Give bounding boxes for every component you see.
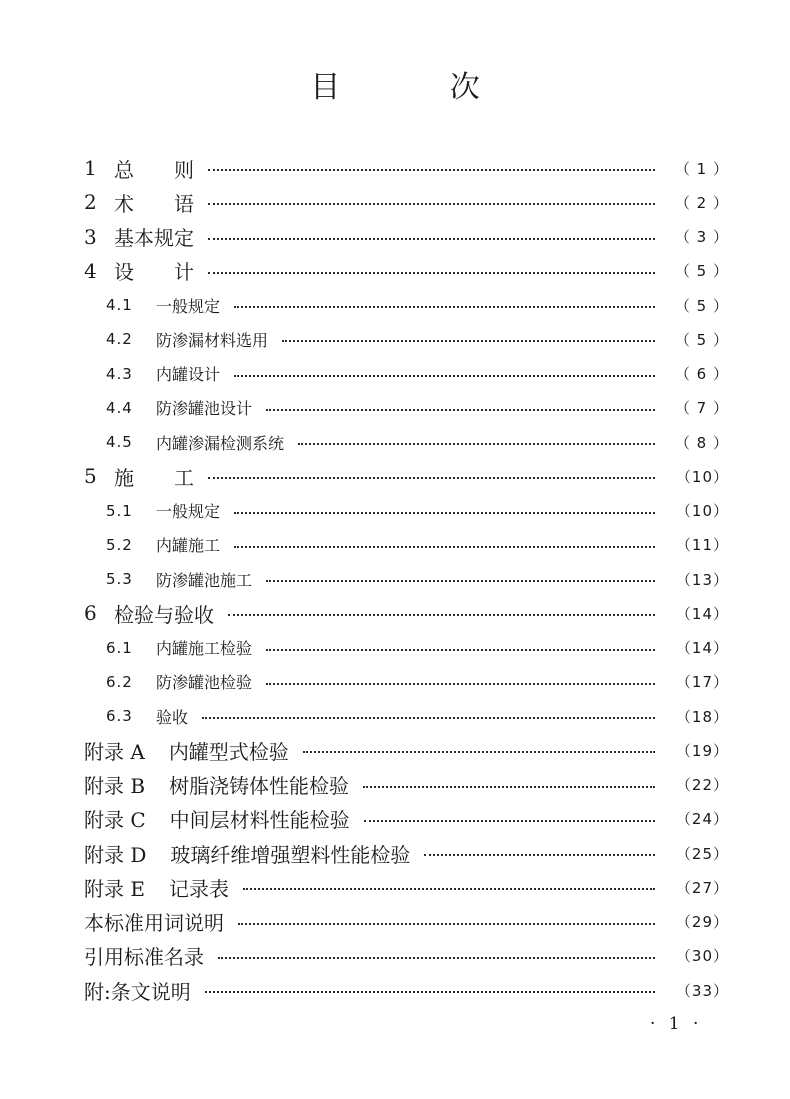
toc-entry-label: 记录表: [168, 876, 229, 901]
toc-entry: [84, 185, 729, 219]
toc-entry-page: （ 3 ）: [674, 228, 729, 246]
toc-entry-label: 附:条文说明: [84, 979, 191, 1004]
dot-leader: [218, 957, 655, 959]
dot-leader: [234, 546, 655, 548]
toc-entry: [84, 220, 729, 254]
dot-leader: [208, 477, 655, 479]
page-number: · 1 ·: [650, 1014, 703, 1034]
toc-entry: [84, 254, 729, 288]
toc-entry: [84, 939, 729, 973]
toc-entry: [106, 665, 729, 699]
dot-leader: [208, 272, 655, 274]
toc-entry-page: （ 1 ）: [674, 159, 729, 178]
toc-entry-page: （25）: [675, 844, 729, 863]
toc-entry-number: 附录 C: [84, 808, 146, 833]
toc-entry-label: 防渗罐池检验: [156, 673, 253, 693]
dot-leader: [243, 888, 655, 890]
toc-entry-label: 防渗罐池设计: [156, 399, 253, 419]
toc-entry-number: 4.3: [106, 364, 133, 383]
dot-leader: [303, 751, 655, 753]
toc-entry-label: 本标准用词说明: [84, 911, 224, 935]
dot-leader: [205, 991, 655, 993]
toc-entry: [106, 528, 729, 562]
toc-entry-label: 检验与验收: [114, 602, 214, 627]
dot-leader: [424, 854, 655, 856]
dot-leader: [234, 512, 655, 514]
toc-entry-number: 6.2: [106, 672, 133, 691]
toc-entry-page: （17）: [675, 673, 729, 692]
dot-leader: [208, 203, 655, 205]
dot-leader: [363, 786, 655, 788]
toc-entry-label: 内罐施工: [156, 536, 221, 556]
toc-entry-page: （ 5 ）: [674, 262, 729, 281]
toc-entry-label: 树脂浇铸体性能检验: [169, 774, 350, 798]
toc-entry: [84, 905, 729, 939]
dot-leader: [266, 649, 655, 651]
toc-entry-number: 附录 B: [84, 774, 146, 798]
dot-leader: [298, 443, 655, 445]
toc-entry-number: 6.1: [106, 638, 133, 657]
toc-entry-page: （29）: [675, 913, 729, 931]
toc-entry-number: 5.1: [106, 501, 133, 520]
toc-entry-page: （10）: [675, 502, 729, 520]
toc-entry-number: 4.2: [106, 330, 133, 349]
toc-entry: [106, 631, 729, 665]
toc-entry-label: 内罐渗漏检测系统: [156, 433, 285, 453]
toc-entry-page: （ 5 ）: [674, 330, 729, 349]
toc-entry-number: 6: [84, 601, 97, 626]
toc-entry: [106, 391, 729, 425]
toc-entry-page: （14）: [675, 604, 729, 623]
dot-leader: [228, 614, 655, 616]
toc-entry-page: （10）: [675, 467, 729, 486]
dot-leader: [282, 340, 655, 342]
toc-entry-label: 中间层材料性能检验: [169, 808, 350, 833]
toc-entry-label: 内罐施工检验: [156, 639, 253, 658]
toc-entry: [84, 836, 729, 870]
toc-entry: [106, 357, 729, 391]
toc-entry: [84, 973, 729, 1007]
dot-leader: [266, 683, 655, 685]
toc-entry: [106, 562, 729, 596]
toc-entry-page: （ 5 ）: [674, 296, 729, 315]
toc-entry-number: 附录 E: [84, 876, 145, 901]
toc-entry-label: 内罐设计: [156, 365, 221, 384]
toc-entry-label: 验收: [156, 707, 189, 727]
dot-leader: [364, 820, 655, 822]
toc-entry-label: 防渗漏材料选用: [156, 330, 269, 350]
toc-entry-page: （33）: [675, 981, 729, 1000]
dot-leader: [202, 717, 655, 719]
toc-entry-page: （ 7 ）: [674, 399, 729, 418]
toc-entry-page: （ 6 ）: [674, 365, 729, 383]
toc-entry-number: 4.5: [106, 433, 133, 451]
toc-entry-number: 1: [84, 156, 97, 180]
toc-entry: [106, 425, 729, 459]
toc-entry-number: 3: [84, 224, 97, 249]
toc-entry: [84, 151, 729, 185]
toc-entry: [84, 870, 729, 904]
toc-entry-number: 4.4: [106, 398, 133, 417]
toc-entry-page: （ 2 ）: [674, 193, 729, 212]
dot-leader: [208, 169, 655, 171]
toc-entry-page: （13）: [675, 570, 729, 589]
toc-entry-label: 术 语: [114, 191, 194, 216]
toc-entry-number: 附录 A: [84, 739, 145, 764]
dot-leader: [266, 580, 655, 582]
toc-entry-page: （18）: [675, 707, 729, 726]
toc-entry-page: （11）: [675, 536, 729, 555]
toc-entry: [84, 596, 729, 630]
toc-entry: [84, 733, 729, 767]
toc-entry-label: 一般规定: [156, 502, 221, 521]
toc-entry-page: （22）: [675, 776, 729, 794]
toc-entry: [106, 699, 729, 733]
toc-entry-page: （14）: [675, 639, 729, 657]
dot-leader: [234, 306, 655, 308]
page-title: 目 次: [310, 70, 530, 105]
toc-entry-label: 玻璃纤维增强塑料性能检验: [170, 842, 411, 867]
toc-entry-page: （19）: [675, 741, 729, 760]
toc-entry-page: （24）: [675, 810, 729, 829]
toc-entry-label: 一般规定: [156, 296, 221, 316]
toc-entry-number: 5.3: [106, 570, 133, 588]
dot-leader: [208, 238, 655, 240]
toc-entry-number: 5.2: [106, 535, 133, 554]
toc-entry: [106, 288, 729, 322]
toc-entry-label: 防渗罐池施工: [156, 570, 253, 590]
toc-entry-label: 内罐型式检验: [168, 739, 289, 764]
toc-entry: [106, 322, 729, 356]
dot-leader: [266, 409, 655, 411]
toc-entry-number: 5: [84, 464, 97, 489]
toc-entry-label: 设 计: [114, 260, 194, 285]
toc-entry: [106, 494, 729, 528]
toc-entry-page: （27）: [675, 878, 729, 897]
toc-entry-page: （ 8 ）: [674, 433, 729, 452]
toc-entry-label: 总 则: [114, 157, 194, 182]
toc-entry-number: 2: [84, 190, 97, 215]
toc-entry-number: 4.1: [106, 296, 133, 314]
toc-entry-label: 基本规定: [114, 226, 194, 250]
toc-entry-number: 附录 D: [84, 842, 147, 867]
toc-entry: [84, 459, 729, 493]
dot-leader: [234, 375, 655, 377]
toc-entry-number: 4: [84, 258, 97, 283]
toc-entry-label: 施 工: [114, 465, 194, 490]
toc-entry-number: 6.3: [106, 707, 133, 725]
toc-entry-label: 引用标准名录: [84, 945, 204, 970]
toc-entry: [84, 802, 729, 836]
dot-leader: [238, 923, 655, 925]
toc-entry-page: （30）: [675, 947, 729, 966]
toc-entry: [84, 768, 729, 802]
